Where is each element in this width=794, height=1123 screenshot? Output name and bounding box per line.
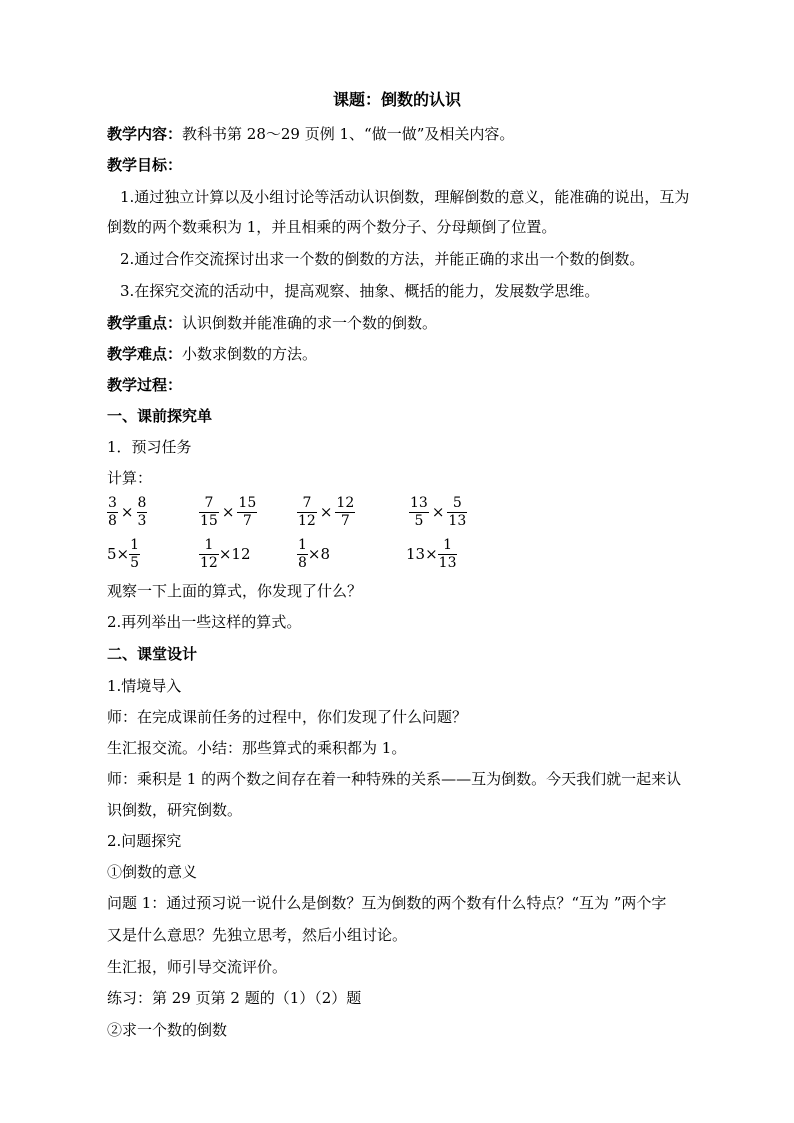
fraction: $\frac{3}{8}$	[108, 494, 117, 529]
section-1-item-1: 1．预习任务	[107, 438, 192, 456]
fraction: $\frac{1}{13}$	[438, 536, 457, 571]
teaching-content-label: 教学内容：	[107, 125, 183, 143]
section-2-item-2: 2.问题探究	[107, 832, 182, 850]
exercise: 练习：第 29 页第 2 题的（1）（2）题	[107, 989, 362, 1007]
fraction: $\frac{1}{5}$	[130, 536, 140, 571]
section-2-item-1: 1.情境导入	[107, 677, 182, 695]
difficulty-text: 小数求倒数的方法。	[182, 345, 318, 363]
subheading-find-reciprocal: ②求一个数的倒数	[107, 1021, 228, 1039]
fraction: $\frac{15}{7}$	[238, 494, 257, 529]
goal-1-line-2: 倒数的两个数乘积为 1，并且相乘的两个数分子、分母颠倒了位置。	[107, 218, 557, 236]
fraction: $\frac{7}{12}$	[298, 494, 316, 529]
key-point-label: 教学重点：	[107, 314, 183, 332]
process-label: 教学过程：	[107, 376, 183, 394]
expression: $\frac{13}{5}$ × $\frac{5}{13}$	[410, 494, 467, 529]
teaching-content-text: 教科书第 28～29 页例 1、“做一做”及相关内容。	[182, 125, 515, 143]
question-1-line-1: 问题 1：通过预习说一说什么是倒数？互为倒数的两个数有什么特点？“互为 ”两个字	[107, 894, 667, 912]
expression: 5× $\frac{1}{5}$	[107, 536, 140, 571]
fraction: $\frac{1}{12}$	[200, 536, 218, 571]
fraction: $\frac{1}{8}$	[298, 536, 307, 571]
lesson-title: 课题：倒数的认识	[332, 90, 461, 109]
paragraph: 识倒数，研究倒数。	[107, 801, 243, 819]
section-1-heading: 一、课前探究单	[107, 407, 213, 425]
key-point-text: 认识倒数并能准确的求一个数的倒数。	[182, 314, 438, 332]
expression: 13× $\frac{1}{13}$	[406, 536, 457, 571]
expression: $\frac{1}{8}$ ×8	[298, 536, 331, 571]
expression: $\frac{7}{12}$ × $\frac{12}{7}$	[298, 494, 355, 529]
question-1-line-2: 又是什么意思？先独立思考，然后小组讨论。	[107, 926, 408, 944]
fraction: $\frac{12}{7}$	[336, 494, 355, 529]
teaching-goals-label: 教学目标：	[107, 156, 183, 174]
fraction: $\frac{8}{3}$	[137, 494, 147, 529]
fraction: $\frac{13}{5}$	[410, 494, 428, 529]
paragraph: 生汇报交流。小结：那些算式的乘积都为 1。	[107, 739, 407, 757]
section-1-item-2: 2.再列举出一些这样的算式。	[107, 613, 302, 631]
expression: $\frac{1}{12}$ ×12	[200, 536, 251, 571]
paragraph: 生汇报，师引导交流评价。	[107, 958, 288, 976]
paragraph: 师：乘积是 1 的两个数之间存在着一种特殊的关系——互为倒数。今天我们就一起来认	[107, 770, 682, 788]
goal-1-line-1: 1.通过独立计算以及小组讨论等活动认识倒数，理解倒数的意义，能准确的说出，互为	[120, 188, 690, 206]
goal-2: 2.通过合作交流探讨出求一个数的倒数的方法，并能正确的求出一个数的倒数。	[120, 250, 645, 268]
observe-question: 观察一下上面的算式，你发现了什么？	[107, 582, 363, 600]
paragraph: 师：在完成课前任务的过程中，你们发现了什么问题？	[107, 708, 468, 726]
fraction: $\frac{7}{15}$	[200, 494, 218, 529]
expression: $\frac{7}{15}$ × $\frac{15}{7}$	[200, 494, 257, 529]
difficulty-label: 教学难点：	[107, 345, 183, 363]
section-2-heading: 二、课堂设计	[107, 645, 198, 663]
teaching-content	[107, 124, 514, 144]
fraction: $\frac{5}{13}$	[448, 494, 467, 529]
goal-3: 3.在探究交流的活动中，提高观察、抽象、概括的能力，发展数学思维。	[120, 282, 600, 300]
difficulty	[107, 344, 317, 364]
expression: $\frac{3}{8}$ × $\frac{8}{3}$	[108, 494, 147, 529]
subheading-meaning: ①倒数的意义	[107, 863, 198, 881]
calc-label: 计算：	[107, 469, 153, 487]
key-point	[107, 313, 437, 333]
